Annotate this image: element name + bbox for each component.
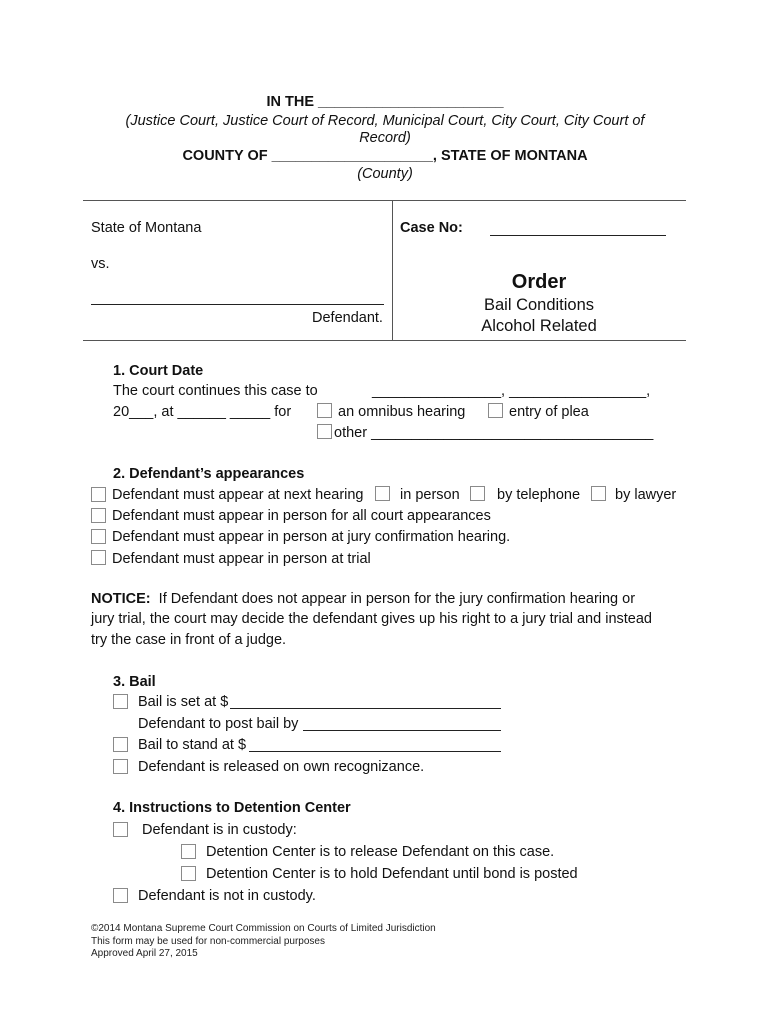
by-lawyer-label: by lawyer (615, 487, 677, 503)
all-appearances-checkbox[interactable] (91, 508, 106, 523)
order-subtitle-2: Alcohol Related (481, 317, 597, 335)
jury-confirmation-checkbox[interactable] (91, 529, 106, 544)
county-state-line: COUNTY OF ____________________, STATE OF MONTANA (182, 148, 588, 164)
section-1-heading: 1. Court Date (113, 363, 204, 379)
bail-to-stand-checkbox[interactable] (113, 737, 128, 752)
own-recognizance-label: Defendant is released on own recognizance. (138, 759, 425, 775)
notice-line-2: jury trial, the court may decide the defendant gives up his right to a jury trial and instead (91, 611, 652, 627)
bail-to-stand-label: Bail to stand at $ (138, 737, 247, 753)
appear-at-trial-label: Defendant must appear in person at trial (112, 551, 371, 567)
in-person-checkbox[interactable] (375, 486, 390, 501)
other-checkbox[interactable] (317, 424, 332, 439)
in-person-label: in person (400, 487, 460, 503)
section-2-heading: 2. Defendant’s appearances (113, 466, 305, 482)
not-in-custody-checkbox[interactable] (113, 888, 128, 903)
footer-approved: Approved April 27, 2015 (91, 948, 198, 959)
hold-defendant-label: Detention Center is to hold Defendant until bond is posted (206, 866, 578, 882)
court-types-cont: Record) (359, 130, 411, 146)
in-custody-label: Defendant is in custody: (142, 822, 297, 838)
appear-next-hearing-label: Defendant must appear at next hearing (112, 487, 364, 503)
county-label: (County) (357, 166, 413, 182)
notice-text-1: If Defendant does not appear in person for the jury confirmation hearing or (158, 591, 636, 607)
court-name-line: IN THE _______________________ (266, 94, 504, 110)
section-4-heading: 4. Instructions to Detention Center (113, 800, 351, 816)
post-bail-by-field[interactable] (303, 730, 501, 731)
all-appearances-label: Defendant must appear in person for all court appearances (112, 508, 491, 524)
omnibus-hearing-checkbox[interactable] (317, 403, 332, 418)
section-3-heading: 3. Bail (113, 674, 156, 690)
case-no-label: Case No: (400, 220, 463, 236)
continue-date-fields[interactable]: ________________, _________________, (372, 383, 651, 399)
order-title: Order (511, 271, 567, 293)
hold-defendant-checkbox[interactable] (181, 866, 196, 881)
footer-copyright: ©2014 Montana Supreme Court Commission on Courts of Limited Jurisdiction (91, 923, 436, 934)
other-label[interactable]: other ___________________________________ (334, 425, 654, 441)
plaintiff-name: State of Montana (91, 220, 202, 236)
year-time-fields[interactable]: 20___, at ______ _____ for (113, 404, 292, 420)
bail-stand-amount-field[interactable] (249, 751, 501, 752)
order-subtitle-1: Bail Conditions (483, 296, 595, 314)
omnibus-hearing-label: an omnibus hearing (338, 404, 466, 420)
jury-confirmation-label: Defendant must appear in person at jury confirmation hearing. (112, 529, 511, 545)
in-custody-checkbox[interactable] (113, 822, 128, 837)
release-defendant-checkbox[interactable] (181, 844, 196, 859)
bail-set-label: Bail is set at $ (138, 694, 229, 710)
notice-label: NOTICE: (91, 591, 151, 607)
by-telephone-label: by telephone (497, 487, 581, 503)
defendant-label: Defendant. (312, 310, 383, 326)
defendant-name-field[interactable] (91, 304, 384, 305)
bail-amount-field[interactable] (230, 708, 501, 709)
footer-usage: This form may be used for non-commercial purposes (91, 936, 325, 947)
entry-of-plea-label: entry of plea (509, 404, 589, 420)
notice-line-1 (91, 591, 635, 607)
caption-bottom-rule (83, 340, 686, 341)
post-bail-by-label: Defendant to post bail by (138, 716, 299, 732)
court-continues-text: The court continues this case to (113, 383, 318, 399)
court-types-line: (Justice Court, Justice Court of Record, Municipal Court, City Court, City Court of (125, 113, 645, 129)
entry-of-plea-checkbox[interactable] (488, 403, 503, 418)
caption-top-rule (83, 200, 686, 201)
not-in-custody-label: Defendant is not in custody. (138, 888, 316, 904)
bail-set-checkbox[interactable] (113, 694, 128, 709)
by-lawyer-checkbox[interactable] (591, 486, 606, 501)
versus-label: vs. (91, 256, 110, 272)
case-no-field[interactable] (490, 235, 666, 236)
appear-at-trial-checkbox[interactable] (91, 550, 106, 565)
by-telephone-checkbox[interactable] (470, 486, 485, 501)
own-recognizance-checkbox[interactable] (113, 759, 128, 774)
release-defendant-label: Detention Center is to release Defendant on this case. (206, 844, 555, 860)
appear-next-hearing-checkbox[interactable] (91, 487, 106, 502)
notice-line-3: try the case in front of a judge. (91, 632, 287, 648)
